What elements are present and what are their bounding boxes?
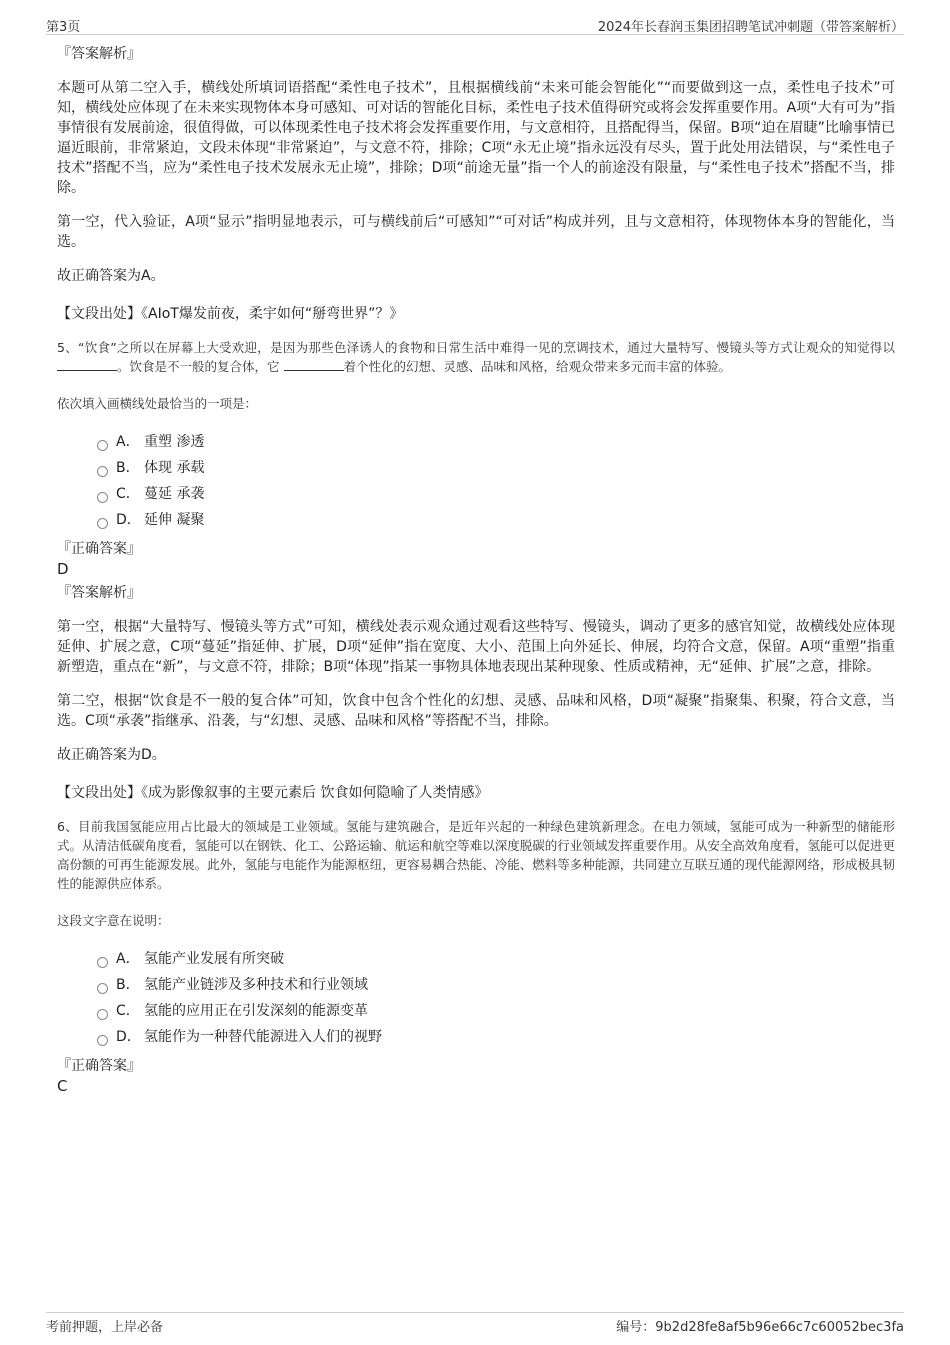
footer-slogan: 考前押题，上岸必备 [46, 1320, 164, 1335]
q5-analysis-para-2: 第二空，根据“饮食是不一般的复合体”可知，饮食中包含个性化的幻想、灵感、品味和风格，D项“凝聚”指聚集、积聚，符合文意，当选。C项“承袭”指继承、沿袭，与“幻想、灵感、品味和风格”等搭配不当，排除。 [57, 693, 895, 729]
q5-prompt: 依次填入画横线处最恰当的一项是： [57, 396, 258, 411]
q5-option-a[interactable]: A． 重塑 渗透 [97, 429, 895, 455]
q4-source: 【文段出处】《AIoT爆发前夜，柔宇如何“掰弯世界”？》 [57, 306, 404, 322]
page-content [57, 44, 895, 1100]
q6-option-b[interactable]: B． 氢能产业链涉及多种技术和行业领域 [97, 972, 895, 998]
radio-icon[interactable] [97, 983, 108, 994]
q5-option-d[interactable]: D． 延伸 凝聚 [97, 507, 895, 533]
radio-icon[interactable] [97, 492, 108, 503]
document-code: 编号：9b2d28fe8af5b96e66c7c60052bec3fa [616, 1320, 904, 1335]
q5-source: 【文段出处】《成为影像叙事的主要元素后 饮食如何隐喻了人类情感》 [57, 785, 489, 801]
radio-icon[interactable] [97, 440, 108, 451]
q5-analysis-para-3: 故正确答案为D。 [57, 747, 166, 763]
radio-icon[interactable] [97, 518, 108, 529]
page-header [46, 14, 904, 35]
blank-1 [57, 358, 117, 371]
q5-question: 5、“饮食”之所以在屏幕上大受欢迎，是因为那些色泽诱人的食物和日常生活中难得一见的烹调技术，通过大量特写、慢镜头等方式让观众的知觉得以 。饮食是不一般的复合体，它 着个性化的幻想、灵感、品味和风格，给观众带来多元而丰富的体验。 [57, 340, 895, 374]
q6-question: 6、目前我国氢能应用占比最大的领域是工业领域。氢能与建筑融合，是近年兴起的一种绿色建筑新理念。在电力领域，氢能可成为一种新型的储能形式。从清洁低碳角度看，氢能可以在钢铁、化工、公路运输、航运和航空等难以深度脱碳的行业领域发挥重要作用。从安全高效角度看，氢能可以促进更高份额的可再生能源发展。此外，氢能与电能作为能源枢纽，更容易耦合热能、冷能、燃料等多种能源，共同建立互联互通的现代能源网络，形成极具韧性的能源供应体系。 [57, 819, 895, 891]
q5-answer-label: 『正确答案』 [57, 541, 141, 557]
page-footer [46, 1312, 904, 1335]
q6-answer: C [57, 1077, 68, 1095]
q5-analysis-para-1: 第一空，根据“大量特写、慢镜头等方式”可知，横线处表示观众通过观看这些特写、慢镜头，调动了更多的感官知觉，故横线处应体现延伸、扩展之意，C项“蔓延”指延伸、扩展，D项“延伸”指在宽度、大小、范围上向外延长、伸展，均符合文意，保留。A项“重塑”指重新塑造，重点在“新”，与文意不符，排除；B项“体现”指某一事物具体地表现出某种现象、性质或精神，无“延伸、扩展”之意，排除。 [57, 619, 895, 675]
q6-option-c[interactable]: C． 氢能的应用正在引发深刻的能源变革 [97, 998, 895, 1024]
radio-icon[interactable] [97, 1035, 108, 1046]
q6-option-a[interactable]: A． 氢能产业发展有所突破 [97, 946, 895, 972]
radio-icon[interactable] [97, 957, 108, 968]
q5-options [97, 429, 895, 533]
q6-options [97, 946, 895, 1050]
q6-option-d[interactable]: D． 氢能作为一种替代能源进入人们的视野 [97, 1024, 895, 1050]
radio-icon[interactable] [97, 1009, 108, 1020]
radio-icon[interactable] [97, 466, 108, 477]
blank-2 [284, 358, 344, 371]
q5-answer: D [57, 560, 69, 578]
q6-prompt: 这段文字意在说明： [57, 913, 170, 928]
q4-analysis-para-1: 本题可从第二空入手，横线处所填词语搭配“柔性电子技术”，且根据横线前“未来可能会智能化”“而要做到这一点，柔性电子技术”可知，横线处应体现了在未来实现物体本身可感知、可对话的智能化目标，柔性电子技术值得研究或将会发挥重要作用。A项“大有可为”指事情很有发展前途，很值得做，可以体现柔性电子技术将会发挥重要作用，与文意相符，且搭配得当，保留。B项“迫在眉睫”比喻事情已逼近眼前，非常紧迫，文段未体现“非常紧迫”，与文意不符，排除；C项“永无止境”指永远没有尽头，置于此处用法错误，与“柔性电子技术”搭配不当，应为“柔性电子技术发展永无止境”，排除；D项“前途无量”指一个人的前途没有限量，与“柔性电子技术”搭配不当，排除。 [57, 80, 895, 196]
page-number: 第3页 [46, 20, 81, 35]
q4-analysis-para-3: 故正确答案为A。 [57, 268, 165, 284]
q4-analysis-para-2: 第一空，代入验证，A项“显示”指明显地表示，可与横线前后“可感知”“可对话”构成并列，且与文意相符，体现物体本身的智能化，当选。 [57, 214, 895, 250]
q4-analysis-label: 『答案解析』 [57, 46, 141, 62]
document-title: 2024年长春润玉集团招聘笔试冲刺题（带答案解析） [597, 20, 904, 35]
q5-analysis-label: 『答案解析』 [57, 585, 141, 601]
q5-option-b[interactable]: B． 体现 承载 [97, 455, 895, 481]
q6-answer-label: 『正确答案』 [57, 1058, 141, 1074]
q5-option-c[interactable]: C． 蔓延 承袭 [97, 481, 895, 507]
